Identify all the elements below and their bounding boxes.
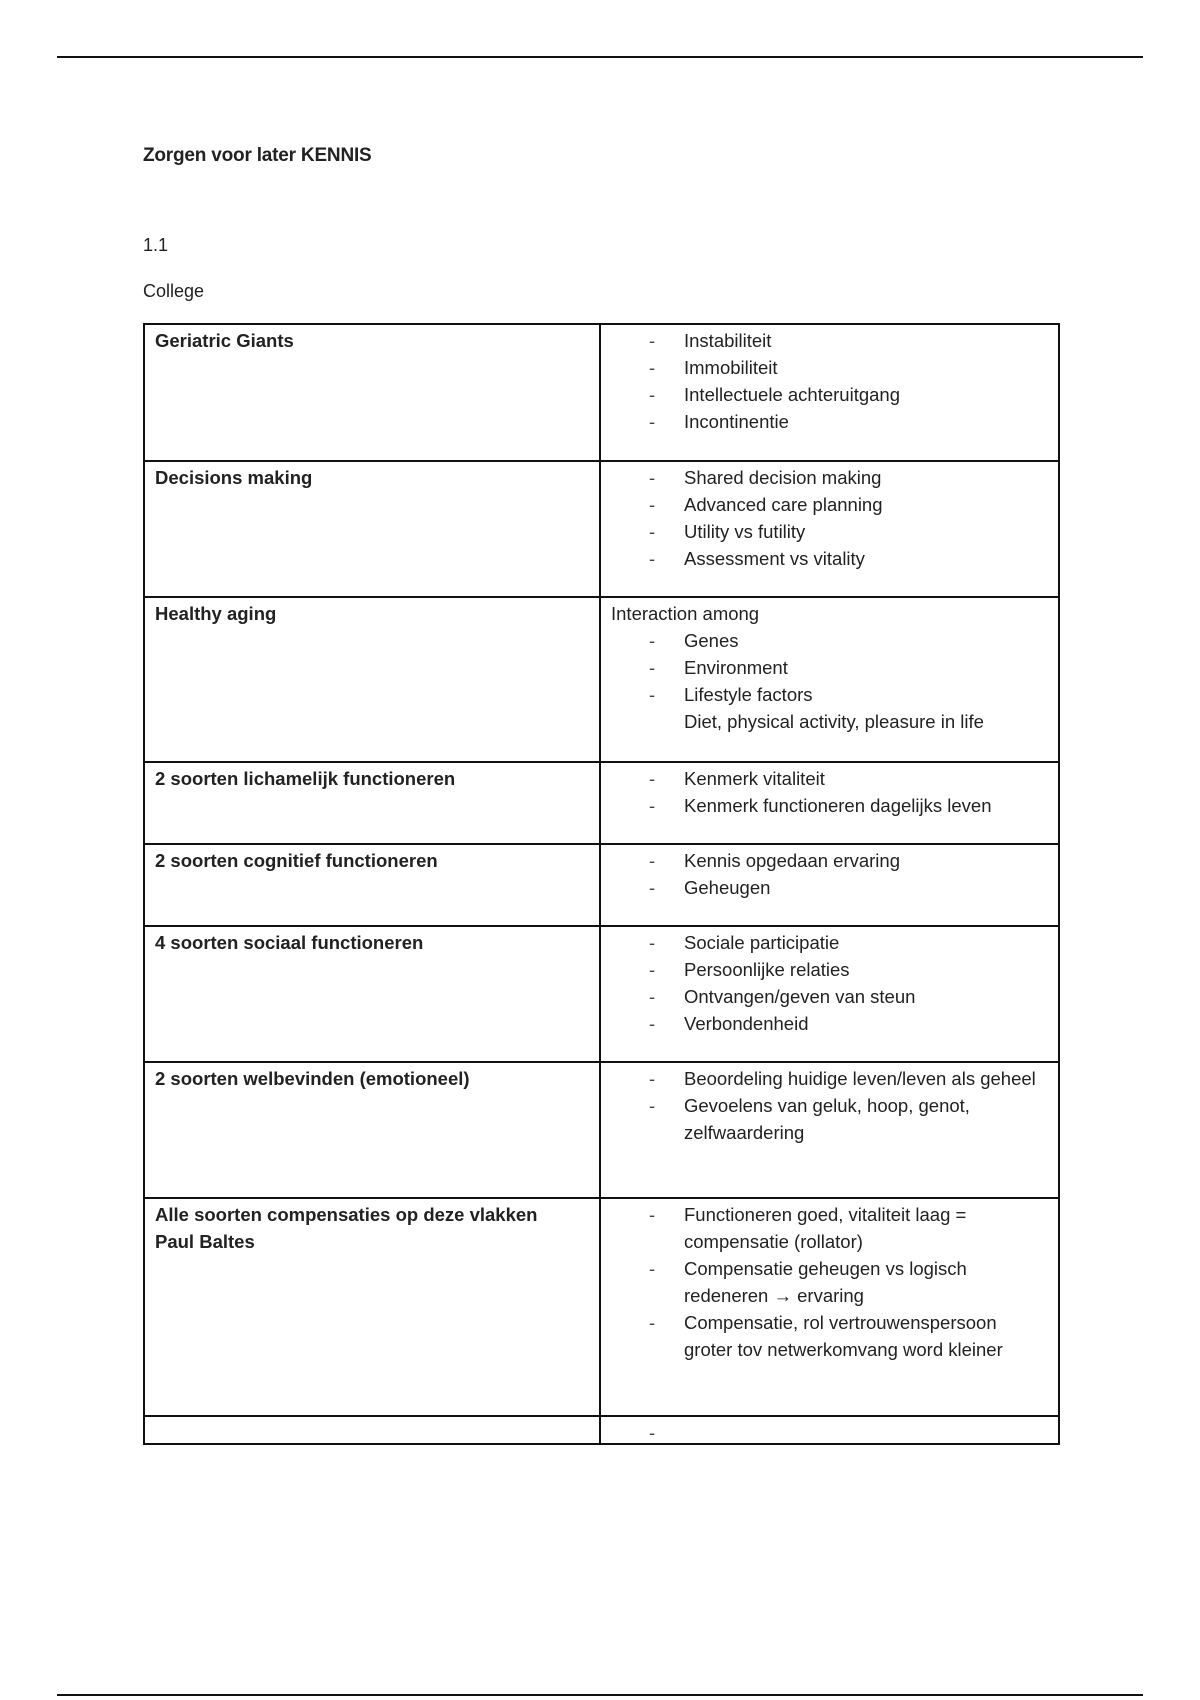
row-label: Alle soorten compensaties op deze vlakken	[155, 1204, 538, 1225]
row-content-cell	[600, 597, 1059, 762]
list-item	[611, 1092, 1048, 1146]
list-item-text: Beoordeling huidige leven/leven als geheel	[684, 1068, 1036, 1089]
list-item	[611, 518, 1048, 545]
dash-bullet-icon: -	[649, 986, 656, 1007]
dash-bullet-icon: -	[649, 768, 656, 789]
dash-bullet-icon: -	[649, 657, 656, 678]
header-rule	[57, 56, 1143, 58]
row-label-cell	[144, 597, 600, 762]
dash-bullet-icon: -	[649, 630, 656, 651]
list-item	[611, 1010, 1048, 1037]
list-item-text: Kenmerk vitaliteit	[684, 768, 825, 789]
dash-bullet-icon: -	[649, 1068, 656, 1089]
list-item-text: Immobiliteit	[684, 357, 778, 378]
list-item	[611, 545, 1048, 572]
row-label-cell	[144, 1198, 600, 1416]
list-item	[611, 765, 1048, 792]
dash-bullet-icon: -	[649, 330, 656, 351]
section-subtitle: College	[143, 281, 205, 301]
dash-bullet-icon: -	[649, 795, 656, 816]
bullet-list	[611, 327, 1048, 435]
dash-bullet-icon: -	[649, 684, 656, 705]
list-item-text: Kenmerk functioneren dagelijks leven	[684, 795, 992, 816]
list-item-text: Verbondenheid	[684, 1013, 809, 1034]
row-label: 4 soorten sociaal functioneren	[155, 932, 424, 953]
document-title: Zorgen voor later KENNIS	[143, 145, 372, 166]
row-label-cell	[144, 461, 600, 597]
bullet-list	[611, 627, 1048, 708]
list-item-text: Lifestyle factors	[684, 684, 813, 705]
list-item-text: Compensatie geheugen vs logisch redeneren → ervaring	[684, 1258, 967, 1306]
list-item-text: Geheugen	[684, 877, 771, 898]
row-label: 2 soorten welbevinden (emotioneel)	[155, 1068, 470, 1089]
list-item	[611, 381, 1048, 408]
table-row	[144, 461, 1059, 597]
table-row	[144, 1416, 1059, 1444]
dash-bullet-icon: -	[649, 1204, 656, 1225]
dash-bullet-icon: -	[649, 959, 656, 980]
row-label: 2 soorten cognitief functioneren	[155, 850, 438, 871]
row-label-cell	[144, 762, 600, 844]
list-item	[611, 1309, 1048, 1363]
row-label-cell	[144, 1062, 600, 1198]
table-row	[144, 844, 1059, 926]
row-content-cell	[600, 1198, 1059, 1416]
list-item	[611, 327, 1048, 354]
dash-bullet-icon: -	[649, 548, 656, 569]
row-content-cell	[600, 1416, 1059, 1444]
list-item	[611, 1065, 1048, 1092]
row-content-cell	[600, 762, 1059, 844]
dash-bullet-icon: -	[649, 411, 656, 432]
dash-bullet-icon: -	[649, 1095, 656, 1116]
list-item	[611, 792, 1048, 819]
table-row	[144, 324, 1059, 461]
table-row	[144, 926, 1059, 1062]
list-item-text: Environment	[684, 657, 788, 678]
list-item	[611, 681, 1048, 708]
dash-bullet-icon: -	[649, 1013, 656, 1034]
list-item-text: Kennis opgedaan ervaring	[684, 850, 900, 871]
row-label: Decisions making	[155, 467, 313, 488]
dash-bullet-icon: -	[649, 521, 656, 542]
list-item	[611, 874, 1048, 901]
dash-bullet-icon: -	[649, 877, 656, 898]
row-label-cell	[144, 926, 600, 1062]
row-label-cell	[144, 1416, 600, 1444]
list-item-text: Sociale participatie	[684, 932, 840, 953]
row-label: Paul Baltes	[155, 1231, 255, 1252]
dash-bullet-icon: -	[649, 384, 656, 405]
table-row	[144, 597, 1059, 762]
notes-table-body	[144, 324, 1059, 1444]
list-item	[611, 408, 1048, 435]
footer-rule	[57, 1694, 1143, 1696]
dash-bullet-icon: -	[649, 1312, 656, 1333]
bullet-list	[611, 847, 1048, 901]
row-label-cell	[144, 324, 600, 461]
dash-bullet-icon: -	[649, 1422, 656, 1443]
dash-bullet-icon: -	[649, 467, 656, 488]
row-content-cell	[600, 926, 1059, 1062]
bullet-list	[611, 464, 1048, 572]
list-item	[611, 983, 1048, 1010]
table-row	[144, 1062, 1059, 1198]
list-item-text: Instabiliteit	[684, 330, 772, 351]
list-item-text: Incontinentie	[684, 411, 789, 432]
row-label-cell	[144, 844, 600, 926]
list-item-text: Shared decision making	[684, 467, 882, 488]
bullet-list	[611, 1065, 1048, 1146]
row-content-cell	[600, 844, 1059, 926]
list-item-text: Compensatie, rol vertrouwenspersoon groter tov netwerkomvang word kleiner	[684, 1312, 1003, 1360]
dash-bullet-icon: -	[649, 357, 656, 378]
list-item-text: Genes	[684, 630, 739, 651]
list-item	[611, 464, 1048, 491]
list-item	[611, 627, 1048, 654]
notes-table	[143, 323, 1060, 1445]
list-item-text: Intellectuele achteruitgang	[684, 384, 900, 405]
list-item-text: Assessment vs vitality	[684, 548, 865, 569]
list-item	[611, 847, 1048, 874]
cell-intro-text: Interaction among	[611, 603, 760, 624]
row-content-cell	[600, 1062, 1059, 1198]
list-item	[611, 654, 1048, 681]
row-content-cell	[600, 461, 1059, 597]
bullet-list	[611, 1201, 1048, 1363]
table-row	[144, 762, 1059, 844]
list-item-text: Persoonlijke relaties	[684, 959, 850, 980]
list-item-text: Utility vs futility	[684, 521, 806, 542]
list-item-text: Advanced care planning	[684, 494, 883, 515]
list-item	[611, 1201, 1048, 1255]
list-item	[611, 354, 1048, 381]
section-number: 1.1	[143, 235, 169, 255]
bullet-list	[611, 929, 1048, 1037]
dash-bullet-icon: -	[649, 1258, 656, 1279]
row-label: 2 soorten lichamelijk functioneren	[155, 768, 456, 789]
table-row	[144, 1198, 1059, 1416]
dash-bullet-icon: -	[649, 494, 656, 515]
list-item	[611, 929, 1048, 956]
bullet-list	[611, 765, 1048, 819]
list-item-text: Ontvangen/geven van steun	[684, 986, 916, 1007]
list-item-text: Gevoelens van geluk, hoop, genot, zelfwaardering	[684, 1095, 970, 1143]
dash-bullet-icon: -	[649, 850, 656, 871]
list-item	[611, 1255, 1048, 1309]
continuation-text: Diet, physical activity, pleasure in life	[684, 711, 984, 732]
list-item	[611, 956, 1048, 983]
row-label: Geriatric Giants	[155, 330, 294, 351]
list-item-text: Functioneren goed, vitaliteit laag = compensatie (rollator)	[684, 1204, 967, 1252]
row-content-cell	[600, 324, 1059, 461]
row-label: Healthy aging	[155, 603, 277, 624]
dash-bullet-icon: -	[649, 932, 656, 953]
list-item	[611, 491, 1048, 518]
